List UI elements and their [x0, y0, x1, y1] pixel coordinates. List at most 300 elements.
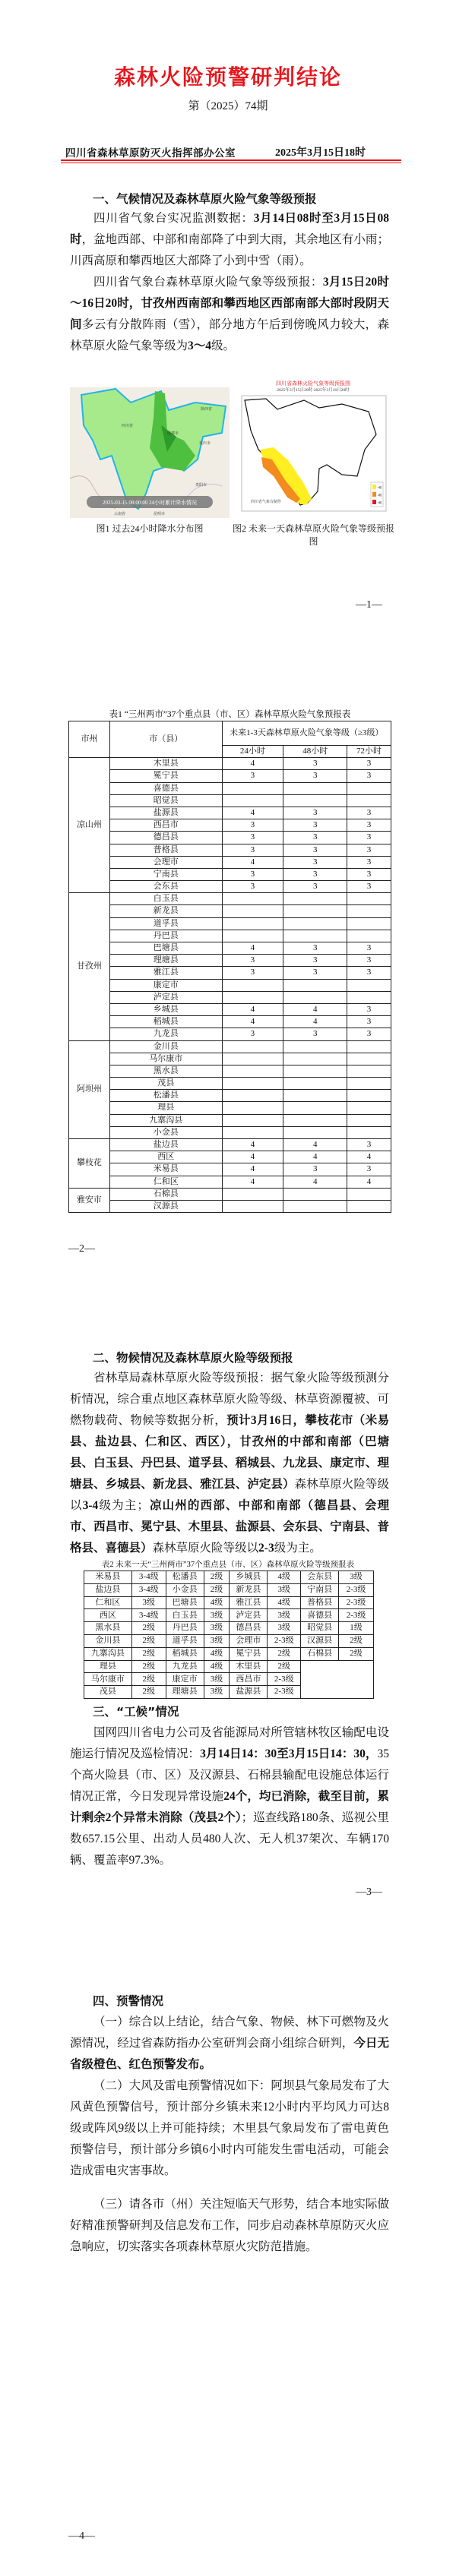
emphasized-text: 今日无省级橙色、红色预警发布。 — [70, 2037, 389, 2071]
level-cell: 4 — [283, 1016, 347, 1028]
county-cell: 昭觉县 — [301, 1622, 339, 1635]
level-cell: 3 — [347, 955, 391, 967]
county-cell: 泸定县 — [109, 991, 222, 1003]
county-cell: 松潘县 — [166, 1571, 204, 1584]
county-cell: 理塘县 — [109, 955, 222, 967]
level-cell: 3 — [283, 758, 347, 770]
level-cell — [283, 1102, 347, 1114]
county-cell: 巴塘县 — [166, 1596, 204, 1609]
level-cell: 4级 — [268, 1596, 301, 1609]
table-row — [69, 893, 391, 905]
table-row — [69, 1126, 391, 1138]
level-cell — [347, 893, 391, 905]
level-cell: 4 — [283, 1151, 347, 1163]
county-cell: 稻城县 — [166, 1647, 204, 1660]
paragraph-text: 四川省气象台实况监测数据： — [93, 212, 254, 225]
county-cell: 九寨沟县 — [84, 1647, 132, 1660]
county-cell: 丹巴县 — [166, 1622, 204, 1635]
paragraph-text: 森林草原火险等级以 — [152, 1542, 259, 1555]
level-cell: 3 — [222, 881, 283, 893]
level-cell: 4级 — [204, 1596, 230, 1609]
issuing-organization: 四川省森林草原防灭火指挥部办公室 — [65, 147, 236, 159]
paragraph-text: 省林草局森林草原火险等级预报：据气象火险等级预测分析情况，综合重点地区森林草原火险等级、林草资源覆被、可燃物载荷、物候等数据分析， — [70, 1372, 389, 1427]
level-cell: 3 — [347, 881, 391, 893]
county-cell: 喜德县 — [301, 1609, 339, 1622]
empty-cell — [301, 1660, 374, 1698]
level-cell — [222, 1065, 283, 1077]
legend-label: 5级 — [378, 501, 382, 504]
level-cell — [283, 1040, 347, 1053]
section2-heading: 二、物候情况及森林草原火险等级预报 — [93, 1351, 293, 1365]
table-row — [84, 1634, 374, 1647]
level-cell — [283, 1065, 347, 1077]
legend-swatch — [372, 492, 376, 497]
county-cell: 汉源县 — [301, 1634, 339, 1647]
yunnan-label: 云南省 — [114, 513, 126, 516]
level-cell — [347, 917, 391, 930]
level-cell: 3 — [347, 967, 391, 979]
level-cell: 4 — [222, 1016, 283, 1028]
header-divider — [61, 159, 401, 161]
county-cell: 宁南县 — [109, 868, 222, 880]
legend-swatch — [372, 500, 376, 504]
county-cell: 会东县 — [301, 1571, 339, 1584]
level-cell: 3 — [347, 1139, 391, 1151]
level-cell: 3-4级 — [131, 1609, 166, 1622]
level-cell — [283, 794, 347, 807]
level-cell — [283, 1090, 347, 1102]
level-cell — [283, 979, 347, 991]
level-cell: 3 — [347, 868, 391, 880]
level-cell: 2-3级 — [268, 1634, 301, 1647]
level-cell: 3 — [283, 967, 347, 979]
issue-date: 2025年3月15日18时 — [275, 147, 366, 159]
table-row — [69, 856, 391, 868]
level-cell — [347, 1188, 391, 1200]
paragraph-text: 国网四川省电力公司及省能源局对所管辖林牧区输配电设施运行情况及巡检情况： — [70, 1726, 389, 1760]
emphasized-text: 预计3月16日，攀枝花市（米易县、盐边县、仁和区、西区），甘孜州的中部和南部（巴塘县、白玉县、丹巴县、道孚县、稻城县、九龙县、康定市、理塘县、乡城县、新龙县、雅江县、泸定县） — [70, 1414, 389, 1491]
level-cell — [283, 1200, 347, 1212]
level-cell — [283, 782, 347, 794]
table-row — [69, 1114, 391, 1126]
table-row — [69, 1163, 391, 1176]
table-row — [84, 1571, 374, 1584]
section2-paragraph-1 — [70, 1368, 389, 1559]
table-row — [69, 917, 391, 930]
table-row — [84, 1647, 374, 1660]
level-cell: 3 — [222, 819, 283, 832]
header-forecast-group: 未来1-3天森林草原火险气象等级（≥3级） — [222, 721, 391, 746]
level-cell: 3级 — [339, 1571, 374, 1584]
table-row — [84, 1609, 374, 1622]
level-cell: 3 — [347, 758, 391, 770]
table-row — [69, 1028, 391, 1040]
level-cell: 4 — [222, 1151, 283, 1163]
level-cell: 4 — [222, 807, 283, 819]
paragraph-text: 级。 — [211, 339, 236, 352]
section4-heading: 四、预警情况 — [93, 1994, 164, 2008]
table-row — [69, 991, 391, 1003]
sichuan-label: 四川省 — [122, 425, 134, 428]
section1-paragraph-1 — [70, 208, 389, 272]
emphasized-text: 3月14日08时至3月15日08时 — [70, 212, 389, 246]
level-cell: 4 — [347, 1176, 391, 1188]
county-cell: 乡城县 — [230, 1571, 268, 1584]
level-cell — [222, 1102, 283, 1114]
level-cell — [347, 1053, 391, 1065]
level-cell: 3级 — [204, 1622, 230, 1635]
level-cell — [283, 917, 347, 930]
level-cell: 1级 — [339, 1622, 374, 1635]
county-cell: 小金县 — [109, 1126, 222, 1138]
header-48h: 48小时 — [283, 746, 347, 758]
county-cell: 九寨沟县 — [109, 1114, 222, 1126]
level-cell — [283, 905, 347, 917]
table-row — [69, 1003, 391, 1015]
level-cell: 4 — [222, 942, 283, 955]
level-cell: 2级 — [268, 1647, 301, 1660]
table-row — [69, 1102, 391, 1114]
section1-paragraph-2 — [70, 272, 389, 357]
level-cell: 3级 — [268, 1609, 301, 1622]
paragraph-text: 多云有分散阵雨（雪），部分地方午后到傍晚风力较大，森林草原火险气象等级为 — [70, 318, 389, 352]
level-cell — [347, 979, 391, 991]
table-row — [69, 868, 391, 880]
table-row — [69, 1090, 391, 1102]
level-cell — [222, 1114, 283, 1126]
level-cell — [222, 1200, 283, 1212]
county-cell: 道孚县 — [109, 917, 222, 930]
rainfall-map-overlay: 2025-03-15 08:00:00 24小时累计降水情况 — [102, 500, 198, 506]
county-cell: 丹巴县 — [109, 930, 222, 942]
level-cell: 2级 — [131, 1686, 166, 1699]
emphasized-text: 3～4 — [188, 339, 212, 352]
prefecture-cell: 凉山州 — [69, 758, 110, 893]
county-cell: 石棉县 — [301, 1647, 339, 1660]
table-row — [69, 1065, 391, 1077]
level-cell — [283, 1053, 347, 1065]
level-cell: 2-3级 — [268, 1673, 301, 1686]
level-cell: 3 — [347, 856, 391, 868]
table-row — [69, 1053, 391, 1065]
county-cell: 理县 — [109, 1102, 222, 1114]
level-cell: 3 — [347, 942, 391, 955]
prefecture-cell: 阿坝州 — [69, 1040, 110, 1139]
level-cell — [222, 979, 283, 991]
table-row — [69, 1151, 391, 1163]
table-row — [84, 1622, 374, 1635]
legend-label: 4级 — [378, 494, 382, 497]
header-county: 市（县） — [109, 721, 222, 758]
level-cell: 3 — [347, 1028, 391, 1040]
page-number-4: —4— — [68, 2530, 95, 2542]
table-row — [69, 807, 391, 819]
table-row — [69, 881, 391, 893]
level-cell: 3级 — [131, 1596, 166, 1609]
county-cell: 盐边县 — [84, 1583, 132, 1596]
level-cell: 3 — [347, 832, 391, 844]
level-cell: 3 — [222, 868, 283, 880]
level-cell — [347, 794, 391, 807]
table-row — [69, 979, 391, 991]
section4-paragraph-3 — [70, 2194, 389, 2258]
county-cell: 乡城县 — [109, 1003, 222, 1015]
table-row — [69, 1188, 391, 1200]
level-cell: 3 — [347, 1016, 391, 1028]
county-cell: 米易县 — [109, 1163, 222, 1176]
level-cell: 2级 — [131, 1673, 166, 1686]
table-row — [84, 1583, 374, 1596]
level-cell — [222, 893, 283, 905]
level-cell — [222, 782, 283, 794]
level-cell: 3 — [283, 832, 347, 844]
level-cell — [347, 1065, 391, 1077]
guiyang-label: 贵阳市 — [195, 484, 207, 488]
level-cell — [222, 1053, 283, 1065]
forecast-table-2 — [84, 1571, 374, 1699]
county-cell: 金川县 — [84, 1634, 132, 1647]
table-row — [69, 1016, 391, 1028]
level-cell — [222, 1126, 283, 1138]
level-cell: 3 — [283, 1163, 347, 1176]
county-cell: 新龙县 — [109, 905, 222, 917]
section4-paragraph-1 — [70, 2012, 389, 2076]
level-cell — [283, 991, 347, 1003]
county-cell: 西昌市 — [230, 1673, 268, 1686]
level-cell: 4级 — [204, 1647, 230, 1660]
table-row — [69, 1139, 391, 1151]
level-cell — [347, 1102, 391, 1114]
level-cell: 4 — [283, 1176, 347, 1188]
level-cell — [347, 1040, 391, 1053]
paragraph-text: （一）综合以上结论，结合气象、物候、林下可燃物及火源情况，经过省森防指办公室研判会商小组综合研判， — [70, 2016, 389, 2050]
level-cell: 2级 — [339, 1647, 374, 1660]
level-cell: 2-3级 — [339, 1596, 374, 1609]
level-cell: 4 — [222, 1003, 283, 1015]
table-row — [69, 942, 391, 955]
paragraph-text: 四川省气象台森林草原火险气象等级预报： — [93, 276, 323, 289]
table-row — [69, 930, 391, 942]
level-cell: 2-3级 — [268, 1686, 301, 1699]
county-cell: 喜德县 — [109, 782, 222, 794]
paragraph-text: ；巡查线路180条、巡视公里数657.15公里、出动人员480人次、无人机37架次、车辆170辆、覆盖率97.3%。 — [70, 1811, 389, 1867]
county-cell: 冕宁县 — [109, 770, 222, 782]
level-cell: 3 — [283, 955, 347, 967]
county-cell: 普格县 — [109, 844, 222, 856]
level-cell: 3 — [347, 1003, 391, 1015]
county-cell: 会东县 — [109, 881, 222, 893]
level-cell: 4 — [222, 1163, 283, 1176]
document-title: 森林火险预警研判结论 — [113, 66, 342, 90]
level-cell: 2级 — [131, 1660, 166, 1673]
county-cell: 黑水县 — [109, 1065, 222, 1077]
paragraph-text: 级为主； — [98, 1499, 149, 1512]
level-cell: 4 — [283, 1003, 347, 1015]
county-cell: 西区 — [109, 1151, 222, 1163]
level-cell: 3 — [222, 955, 283, 967]
prefecture-cell: 雅安市 — [69, 1188, 110, 1212]
table2-caption: 表2 未来一天“三州两市”37个重点县（市、区）森林草原火险等级预报表 — [101, 1561, 355, 1569]
rainfall-map-image — [70, 387, 230, 518]
prefecture-cell: 攀枝花 — [69, 1139, 110, 1189]
county-cell: 康定市 — [109, 979, 222, 991]
level-cell: 3级 — [204, 1609, 230, 1622]
emphasized-text: 3-4 — [82, 1499, 99, 1512]
county-cell: 黑水县 — [84, 1622, 132, 1635]
level-cell: 4级 — [204, 1660, 230, 1673]
level-cell: 3 — [347, 819, 391, 832]
county-cell: 道孚县 — [166, 1634, 204, 1647]
paragraph-text: （二）大风及雷电预警情况如下：阿坝县气象局发布了大风黄色预警信号，预计部分乡镇未来12小时内平均风力可达8级或阵风9级以上并可能持续；木里县气象局发布了雷电黄色预警信号，预计部分乡镇6小时内可能发生雷电活动，可能会造成雷电灾害事故。 — [70, 2079, 389, 2177]
county-cell: 普格县 — [301, 1596, 339, 1609]
emphasized-text: 2-3 — [258, 1542, 274, 1555]
county-cell: 小金县 — [166, 1583, 204, 1596]
county-cell: 仁和区 — [84, 1596, 132, 1609]
county-cell: 德昌县 — [230, 1622, 268, 1635]
county-cell: 会理市 — [109, 856, 222, 868]
level-cell — [222, 930, 283, 942]
emphasized-text: 24个，均已消除，截至目前，累计剩余2个异常未消除（茂县2个） — [70, 1790, 389, 1824]
level-cell: 3级 — [268, 1583, 301, 1596]
fire-risk-map-period: 2025年3月15日20时-2025年3月16日20时 — [277, 388, 350, 393]
kunming-label: 昆明市 — [154, 513, 166, 516]
legend-label: 3级 — [378, 486, 382, 489]
county-cell: 金川县 — [109, 1040, 222, 1053]
level-cell — [222, 1078, 283, 1090]
level-cell: 3 — [283, 881, 347, 893]
level-cell: 2-3级 — [339, 1583, 374, 1596]
level-cell: 3-4级 — [131, 1571, 166, 1584]
level-cell: 3 — [283, 942, 347, 955]
level-cell: 4 — [222, 1139, 283, 1151]
level-cell — [222, 1040, 283, 1053]
table-row — [69, 832, 391, 844]
level-cell: 3-4级 — [131, 1583, 166, 1596]
paragraph-text: ，盆地西部、中部和南部降了中到大雨，其余地区有小雨；川西高原和攀西地区大部降了小到中雪（雨）。 — [70, 233, 389, 267]
forecast-table-1 — [68, 721, 391, 1213]
county-cell: 盐源县 — [230, 1686, 268, 1699]
level-cell: 3 — [347, 1163, 391, 1176]
county-cell: 西区 — [84, 1609, 132, 1622]
table-row — [69, 770, 391, 782]
county-cell: 白玉县 — [166, 1609, 204, 1622]
table-row — [69, 955, 391, 967]
level-cell: 3 — [222, 844, 283, 856]
level-cell: 3 — [222, 770, 283, 782]
county-cell: 昭觉县 — [109, 794, 222, 807]
level-cell: 4 — [222, 1176, 283, 1188]
county-cell: 泸定县 — [230, 1609, 268, 1622]
level-cell: 4 — [222, 856, 283, 868]
level-cell — [222, 794, 283, 807]
level-cell: 2级 — [131, 1634, 166, 1647]
county-cell: 米易县 — [84, 1571, 132, 1584]
county-cell: 宁南县 — [301, 1583, 339, 1596]
county-cell: 会理市 — [230, 1634, 268, 1647]
paragraph-text: 级为主。 — [274, 1542, 321, 1555]
header-72h: 72小时 — [347, 746, 391, 758]
chengdu-label: 成都市 — [167, 432, 179, 436]
county-cell: 冕宁县 — [230, 1647, 268, 1660]
level-cell: 3 — [222, 967, 283, 979]
table-row — [69, 794, 391, 807]
county-cell: 理县 — [84, 1660, 132, 1673]
section4-paragraph-2 — [70, 2076, 389, 2182]
level-cell: 3 — [283, 819, 347, 832]
county-cell: 稻城县 — [109, 1016, 222, 1028]
level-cell: 4 — [222, 758, 283, 770]
level-cell — [222, 1090, 283, 1102]
county-cell: 新龙县 — [230, 1583, 268, 1596]
county-cell: 西昌市 — [109, 819, 222, 832]
rainfall-map-figure — [70, 387, 230, 518]
table1-caption: 表1 “三州两市”37个重点县（市、区）森林草原火险气象预报表 — [109, 710, 351, 719]
level-cell — [347, 930, 391, 942]
level-cell — [347, 1114, 391, 1126]
level-cell: 4 — [283, 1139, 347, 1151]
section1-heading: 一、气候情况及森林草原火险气象等级预报 — [93, 192, 317, 206]
county-cell: 康定市 — [166, 1673, 204, 1686]
page-number-1: —1— — [356, 599, 382, 611]
fire-risk-map-figure — [236, 377, 391, 514]
table-row — [69, 1200, 391, 1212]
fire-risk-map-maker: 四川省气象台制作 — [251, 500, 282, 504]
county-cell: 马尔康市 — [109, 1053, 222, 1065]
level-cell: 2级 — [268, 1660, 301, 1673]
level-cell: 4 — [347, 1151, 391, 1163]
level-cell — [347, 1200, 391, 1212]
fire-risk-map-title: 四川省森林火险气象等级预报图 — [276, 380, 350, 387]
section3-paragraph-1 — [70, 1722, 389, 1871]
county-cell: 九龙县 — [166, 1660, 204, 1673]
chongqing-label: 重庆市 — [199, 442, 211, 446]
fire-risk-map-image — [236, 377, 391, 514]
level-cell: 3级 — [204, 1634, 230, 1647]
county-cell: 理塘县 — [166, 1686, 204, 1699]
paragraph-text: （三）请各市（州）关注短临天气形势，结合本地实际做好精准预警研判及信息发布工作，同步启动森林草原防灭火应急响应，切实落实各项森林草原火灾防范措施。 — [70, 2198, 389, 2253]
level-cell — [347, 1090, 391, 1102]
table-row — [84, 1660, 374, 1673]
table-row — [69, 1176, 391, 1188]
level-cell: 3级 — [204, 1673, 230, 1686]
level-cell — [283, 1114, 347, 1126]
level-cell — [222, 1188, 283, 1200]
county-cell: 茂县 — [109, 1078, 222, 1090]
level-cell: 4级 — [268, 1571, 301, 1584]
county-cell: 德昌县 — [109, 832, 222, 844]
table-row — [84, 1596, 374, 1609]
table-row — [69, 905, 391, 917]
table-row — [69, 844, 391, 856]
figure1-caption: 图1 过去24小时降水分布图 — [96, 523, 204, 534]
level-cell: 2级 — [131, 1622, 166, 1635]
county-cell: 巴塘县 — [109, 942, 222, 955]
county-cell: 汉源县 — [109, 1200, 222, 1212]
paragraph-text: 森林草原火险等级以 — [70, 1478, 389, 1512]
level-cell: 2级 — [204, 1583, 230, 1596]
level-cell: 2级 — [204, 1571, 230, 1584]
level-cell: 3 — [283, 856, 347, 868]
table-row — [69, 1078, 391, 1090]
county-cell: 九龙县 — [109, 1028, 222, 1040]
level-cell — [347, 782, 391, 794]
county-cell: 石棉县 — [109, 1188, 222, 1200]
level-cell — [283, 930, 347, 942]
prefecture-cell: 甘孜州 — [69, 893, 110, 1040]
level-cell: 3 — [283, 1028, 347, 1040]
level-cell — [283, 893, 347, 905]
level-cell: 2级 — [339, 1634, 374, 1647]
